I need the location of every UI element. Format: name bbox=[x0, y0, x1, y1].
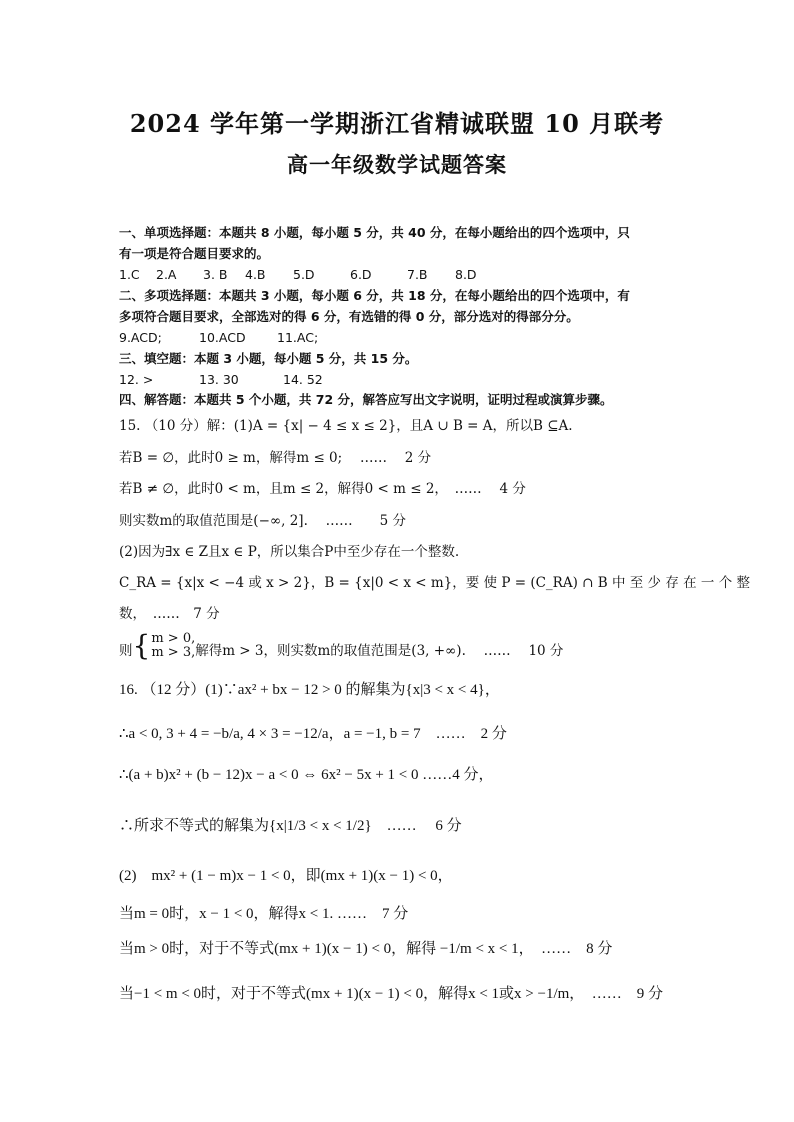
q16-line6: 当m = 0时，x − 1 < 0，解得x < 1. …… 7 分 bbox=[119, 906, 409, 922]
answer-item: 10.ACD bbox=[199, 330, 246, 345]
section1-answers bbox=[119, 266, 477, 284]
q15-line2: 若B = ∅，此时0 ≥ m，解得m ≤ 0; …… 2 分 bbox=[119, 450, 432, 466]
q15-line3: 若B ≠ ∅，此时0 < m，且m ≤ 2，解得0 < m ≤ 2， …… 4 分 bbox=[119, 481, 526, 497]
answer-item: 9.ACD; bbox=[119, 330, 162, 345]
q15-line7: 数， …… 7 分 bbox=[119, 606, 220, 622]
page-subtitle: 高一年级数学试题答案 bbox=[287, 152, 507, 177]
answer-item: 13. 30 bbox=[199, 372, 239, 387]
q16-line3: ∴(a + b)x² + (b − 12)x − a < 0 ⇔ 6x² − 5x + 1 < 0 ……4 分， bbox=[119, 767, 494, 783]
q16-line1: 16. （12 分）(1)∵ax² + bx − 12 > 0 的解集为{x|3 < x < 4}， bbox=[119, 682, 500, 698]
q15-line5: (2)因为∃x ∈ Z且x ∈ P，所以集合P中至少存在一个整数. bbox=[119, 544, 460, 560]
section1-heading-line2: 有一项是符合题目要求的。 bbox=[119, 246, 270, 261]
section3-answers bbox=[119, 371, 323, 389]
section2-heading-line1: 二、多项选择题：本题共 3 小题，每小题 6 分，共 18 分，在每小题给出的四个选项中，有 bbox=[119, 288, 630, 303]
q16-line5: (2) mx² + (1 − m)x − 1 < 0，即(mx + 1)(x − 1) < 0， bbox=[119, 868, 453, 884]
q15-line8-result: 解得m > 3，则实数m的取值范围是(3, +∞). …… 10 分 bbox=[195, 643, 564, 659]
section2-heading-line2: 多项符合题目要求，全部选对的得 6 分，有选错的得 0 分，部分选对的得部分分。 bbox=[119, 309, 579, 324]
q16-line4: ∴所求不等式的解集为{x|1/3 < x < 1/2} …… 6 分 bbox=[119, 818, 462, 834]
answer-item: 14. 52 bbox=[283, 372, 323, 387]
answer-item: 11.AC; bbox=[277, 330, 319, 345]
answer-item: 6.D bbox=[350, 267, 372, 282]
answer-item: 5.D bbox=[293, 267, 315, 282]
answer-item: 7.B bbox=[407, 267, 428, 282]
q15-line6: C_RA = {x|x < −4 或 x > 2}，B = {x|0 < x < m}，要 使 P = (C_RA) ∩ B 中 至 少 存 在 一 个 整 bbox=[119, 575, 750, 591]
section2-answers bbox=[119, 329, 318, 347]
answer-item: 2.A bbox=[156, 267, 177, 282]
q16-line2: ∴a < 0, 3 + 4 = −b/a, 4 × 3 = −12/a，a = −1, b = 7 …… 2 分 bbox=[119, 726, 507, 742]
section1-heading-line1: 一、单项选择题：本题共 8 小题，每小题 5 分，共 40 分，在每小题给出的四个选项中，只 bbox=[119, 225, 630, 240]
system-condition-1: m > 0, bbox=[151, 631, 196, 646]
answer-item: 1.C bbox=[119, 267, 140, 282]
answer-item: 12. > bbox=[119, 372, 154, 387]
page-title: 2024 学年第一学期浙江省精诚联盟 10 月联考 bbox=[129, 109, 665, 138]
answer-item: 8.D bbox=[455, 267, 477, 282]
q15-line8-prefix: 则 bbox=[119, 643, 133, 659]
section4-heading: 四、解答题：本题共 5 个小题，共 72 分，解答应写出文字说明，证明过程或演算步骤。 bbox=[119, 392, 613, 407]
system-condition-2: m > 3, bbox=[151, 645, 196, 660]
answer-item: 3. B bbox=[203, 267, 228, 282]
q16-line8: 当−1 < m < 0时，对于不等式(mx + 1)(x − 1) < 0，解得x < 1或x > −1/m， …… 9 分 bbox=[119, 986, 664, 1002]
answer-item: 4.B bbox=[245, 267, 266, 282]
q16-line7: 当m > 0时，对于不等式(mx + 1)(x − 1) < 0，解得 −1/m < x < 1， …… 8 分 bbox=[119, 941, 613, 957]
equation-system bbox=[132, 629, 196, 662]
q15-line4: 则实数m的取值范围是(−∞, 2]. …… 5 分 bbox=[119, 513, 407, 529]
left-brace-icon: { bbox=[132, 629, 151, 662]
q15-line1: 15. （10 分）解：(1)A = {x| − 4 ≤ x ≤ 2}，且A ∪ B = A，所以B ⊆A. bbox=[119, 418, 573, 434]
section3-heading: 三、填空题：本题 3 小题，每小题 5 分，共 15 分。 bbox=[119, 351, 418, 366]
q15-line8 bbox=[119, 629, 564, 666]
